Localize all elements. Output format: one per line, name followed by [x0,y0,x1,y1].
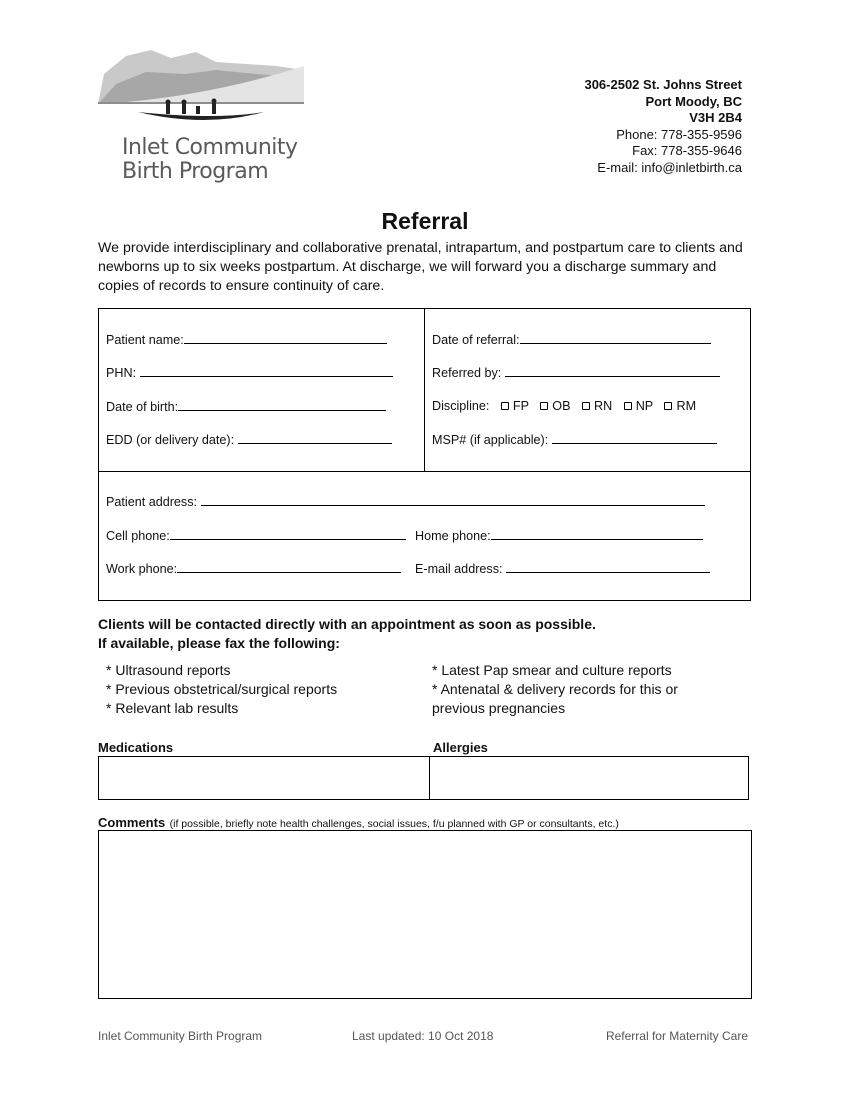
phn-field[interactable] [106,365,393,380]
checkbox-icon[interactable] [540,402,548,410]
work-phone-field[interactable] [106,561,401,576]
discipline-option-rn[interactable]: RN [574,399,612,413]
discipline-option-rm[interactable]: RM [656,399,696,413]
mountain-canoe-logo-icon [96,44,308,134]
discipline-option-ob[interactable]: OB [532,399,570,413]
dob-field[interactable] [106,399,386,414]
allergies-input[interactable] [429,756,749,800]
allergies-label: Allergies [433,740,488,755]
contact-address [584,77,742,176]
comments-hint: (if possible, briefly note health challenges, social issues, f/u planned with GP or consultants, etc.) [169,818,619,830]
checkbox-icon[interactable] [582,402,590,410]
address-email: E-mail: info@inletbirth.ca [597,159,742,175]
intro-paragraph: We provide interdisciplinary and collaborative prenatal, intrapartum, and postpartum care to clients and newborns up to six weeks postpartum. At discharge, we will forward you a discharge summary and copies of records to ensure continuity of care. [98,240,743,294]
address-street: 306-2502 St. Johns Street [584,77,742,92]
fax-list-right [432,661,678,718]
list-item: * Latest Pap smear and culture reports [432,662,672,678]
msp-label: MSP# (if applicable): [432,433,549,447]
checkbox-icon[interactable] [624,402,632,410]
comments-textarea[interactable] [98,830,752,999]
email-address-field[interactable] [415,561,710,576]
address-phone: Phone: 778-355-9596 [616,126,742,142]
footer-right: Referral for Maternity Care [605,1029,748,1043]
email-address-line[interactable] [506,561,710,573]
list-item: previous pregnancies [432,700,566,716]
msp-field[interactable] [432,432,717,447]
list-item: * Ultrasound reports [106,662,231,678]
discipline-field [432,399,696,413]
discipline-option-fp[interactable]: FP [493,399,529,413]
patient-name-line[interactable] [184,332,387,344]
page-title: Referral [381,208,469,234]
patient-address-line[interactable] [201,494,705,506]
home-phone-line[interactable] [491,528,703,540]
patient-info-box [98,308,751,472]
medications-label: Medications [98,740,174,755]
list-item: * Relevant lab results [106,700,239,716]
address-city: Port Moody, BC [645,93,742,109]
home-phone-field[interactable] [415,528,703,543]
referred-by-line[interactable] [505,365,720,377]
footer-left: Inlet Community Birth Program [98,1029,263,1043]
logo-line-1: Inlet Community [122,135,298,160]
date-of-referral-line[interactable] [520,332,711,344]
fax-note: If available, please fax the following: [98,635,340,651]
contact-info-box [98,471,751,601]
edd-line[interactable] [238,432,392,444]
dob-line[interactable] [178,399,386,411]
phn-label: PHN: [106,366,137,380]
logo-line-2: Birth Program [122,159,269,184]
edd-label: EDD (or delivery date): [106,433,235,447]
referred-by-label: Referred by: [432,366,502,380]
address-postal: V3H 2B4 [689,110,742,125]
patient-address-field[interactable] [106,494,705,509]
email-address-label: E-mail address: [415,562,503,576]
patient-name-field[interactable] [106,332,387,347]
discipline-option-np[interactable]: NP [616,399,653,413]
list-item: * Antenatal & delivery records for this or [432,681,678,697]
fax-list-left [106,661,337,718]
cell-phone-label: Cell phone: [106,529,170,543]
home-phone-label: Home phone: [415,529,491,543]
list-item: * Previous obstetrical/surgical reports [106,681,338,697]
footer-center: Last updated: 10 Oct 2018 [352,1029,494,1043]
patient-name-label: Patient name: [106,333,184,347]
date-of-referral-label: Date of referral: [432,333,520,347]
dob-label: Date of birth: [106,400,179,414]
comments-label: Comments [98,815,166,830]
date-of-referral-field[interactable] [432,332,711,347]
work-phone-line[interactable] [177,561,401,573]
work-phone-label: Work phone: [106,562,178,576]
checkbox-icon[interactable] [501,402,509,410]
contact-note: Clients will be contacted directly with an appointment as soon as possible. [98,616,596,632]
cell-phone-field[interactable] [106,528,406,543]
checkbox-icon[interactable] [664,402,672,410]
medications-input[interactable] [98,756,430,800]
address-fax: Fax: 778-355-9646 [632,143,742,158]
discipline-label: Discipline: [432,399,490,413]
msp-line[interactable] [552,432,717,444]
referred-by-field[interactable] [432,365,720,380]
cell-phone-line[interactable] [170,528,406,540]
program-logo [96,44,308,194]
box-divider [424,309,425,471]
patient-address-label: Patient address: [106,495,198,509]
phn-line[interactable] [140,365,393,377]
edd-field[interactable] [106,432,392,447]
